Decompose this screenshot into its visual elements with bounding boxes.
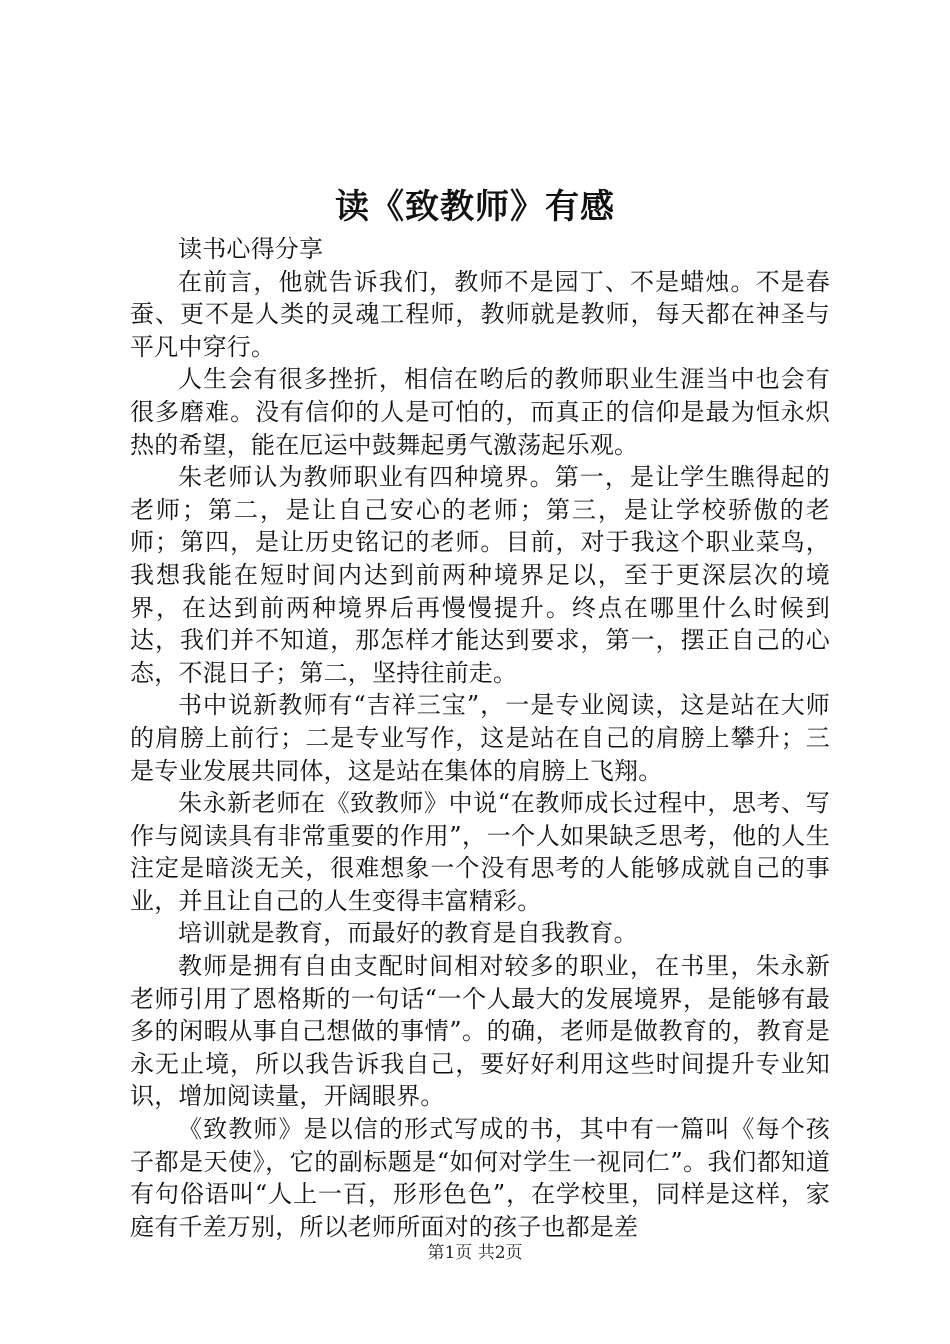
paragraph: 在前言，他就告诉我们，教师不是园丁、不是蜡烛。不是春蚕、更不是人类的灵魂工程师，教师就是教师，每天都在神圣与平凡中穿行。	[130, 267, 830, 361]
paragraph: 《致教师》是以信的形式写成的书，其中有一篇叫《每个孩子都是天使》，它的副标题是“如何对学生一视同仁”。我们都知道有句俗语叫“人上一百，形形色色”，在学校里，同样是这样，家庭有千差万别，所以老师所面对的孩子也都是差	[130, 1115, 830, 1241]
paragraph: 人生会有很多挫折，相信在哟后的教师职业生涯当中也会有很多磨难。没有信仰的人是可怕的，而真正的信仰是最为恒永炽热的希望，能在厄运中鼓舞起勇气激荡起乐观。	[130, 365, 830, 459]
paragraph: 朱永新老师在《致教师》中说“在教师成长过程中，思考、写作与阅读具有非常重要的作用”，一个人如果缺乏思考，他的人生注定是暗淡无关，很难想象一个没有思考的人能够成就自己的事业，并且让自己的人生变得丰富精彩。	[130, 789, 830, 915]
paragraph: 书中说新教师有“吉祥三宝”，一是专业阅读，这是站在大师的肩膀上前行；二是专业写作，这是站在自己的肩膀上攀升；三是专业发展共同体，这是站在集体的肩膀上飞翔。	[130, 691, 830, 785]
paragraph-subheading: 读书心得分享	[178, 235, 324, 263]
document-body	[130, 233, 830, 1243]
page-footer: 第1页 共2页	[427, 1243, 523, 1263]
paragraph: 朱老师认为教师职业有四种境界。第一，是让学生瞧得起的老师；第二，是让自己安心的老师；第三，是让学校骄傲的老师；第四，是让历史铭记的老师。目前，对于我这个职业菜鸟，我想我能在短时间内达到前两种境界足以，至于更深层次的境界，在达到前两种境界后再慢慢提升。终点在哪里什么时候到达，我们并不知道，那怎样才能达到要求，第一，摆正自己的心态，不混日子；第二，坚持往前走。	[130, 463, 830, 687]
paragraph: 培训就是教育，而最好的教育是自我教育。	[178, 919, 638, 948]
document-title: 读《致教师》有感	[335, 187, 615, 227]
paragraph: 教师是拥有自由支配时间相对较多的职业，在书里，朱永新老师引用了恩格斯的一句话“一个人最大的发展境界，是能够有最多的闲暇从事自己想做的事情”。的确，老师是做教育的，教育是永无止境，所以我告诉我自己，要好好利用这些时间提升专业知识，增加阅读量，开阔眼界。	[130, 952, 830, 1111]
